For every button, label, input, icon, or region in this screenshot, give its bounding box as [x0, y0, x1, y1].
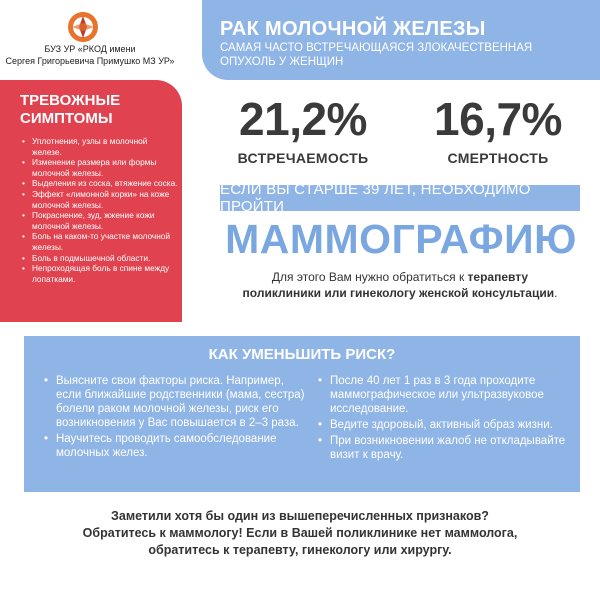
consult-line2-bold: поликлиники или гинекологу женской консультации — [242, 286, 555, 300]
stat-value: 21,2% — [239, 93, 367, 145]
age-banner-text: ЕСЛИ ВЫ СТАРШЕ 39 ЛЕТ, НЕОБХОДИМО ПРОЙТИ — [220, 181, 531, 215]
symptom-item: • Эффект «лимонной корки» на коже молочной железы. — [22, 189, 178, 210]
footer-line1: Заметили хотя бы один из вышеперечисленных признаков? — [111, 509, 489, 523]
risk-title: КАК УМЕНЬШИТЬ РИСК? — [208, 346, 396, 363]
symptom-item: • Выделения из соска, втяжение соска. — [22, 178, 178, 189]
stat-value: 16,7% — [434, 93, 562, 145]
consult-line1 — [220, 270, 580, 284]
age-banner — [220, 181, 580, 215]
risk-item: • При возникновении жалоб не откладывайте визит к врачу. — [318, 434, 570, 462]
risk-item: • Ведите здоровый, активный образ жизни. — [318, 418, 570, 432]
org-emblem-icon — [66, 10, 100, 44]
risk-panel — [24, 336, 580, 492]
consult-line1-bold: терапевту — [467, 270, 529, 284]
risk-item: • Выясните свои факторы риска. Например, если ближайшие родственники (мама, сестра) болели раком молочной железы, риск его возникновения у Вас повышается в 2–3 раза. — [44, 374, 308, 430]
risk-item: • После 40 лет 1 раз в 3 года проходите маммографическое или ультразвуковое исследование. — [318, 374, 570, 416]
risk-list-left — [44, 374, 308, 462]
org-block — [0, 0, 200, 80]
consult-line2-end: . — [554, 286, 558, 300]
symptom-item: • Изменение размера или формы молочной железы. — [22, 157, 178, 178]
stat-incidence — [228, 92, 378, 166]
symptom-item: • Боль в подмышечной области. — [22, 253, 178, 264]
footer-line2: Обратитесь к маммологу! Если в Вашей поликлинике нет маммолога, — [82, 526, 518, 540]
page-title: РАК МОЛОЧНОЙ ЖЕЛЕЗЫ — [220, 18, 486, 40]
org-name-line1: БУЗ УР «РКОД имени — [44, 44, 136, 54]
symptom-item: • Непроходящая боль в спине между лопатками. — [22, 263, 178, 284]
org-name-line2: Сергея Григорьевича Примушко МЗ УР» — [5, 56, 175, 66]
risk-list-right — [318, 374, 570, 464]
symptoms-title-line1: ТРЕВОЖНЫЕ — [20, 92, 121, 109]
symptoms-title-line2: СИМПТОМЫ — [20, 110, 113, 127]
symptoms-list — [22, 136, 178, 284]
risk-item: • Научитесь проводить самообследование молочных желез. — [44, 432, 308, 460]
consult-line1-text: Для этого Вам нужно обратиться к — [271, 270, 468, 284]
page-subtitle-line1: САМАЯ ЧАСТО ВСТРЕЧАЮЩАЯСЯ ЗЛОКАЧЕСТВЕННАЯ — [220, 42, 533, 54]
symptoms-panel — [0, 80, 182, 322]
symptom-item: • Покраснение, зуд, жжение кожи молочной железы. — [22, 210, 178, 231]
symptom-item: • Уплотнения, узлы в молочной железе. — [22, 136, 178, 157]
symptom-item: • Боль на каком-то участке молочной железы. — [22, 231, 178, 252]
footer-callout — [0, 508, 600, 559]
footer-line3: обратитесь к терапевту, гинекологу или хирургу. — [148, 543, 452, 557]
page-subtitle-line2: ОПУХОЛЬ У ЖЕНЩИН — [220, 56, 344, 68]
header-banner — [202, 0, 600, 80]
stat-mortality — [418, 92, 578, 166]
mammography-heading: МАММОГРАФИЮ — [225, 216, 577, 262]
consult-line2 — [220, 286, 580, 300]
stat-label: СМЕРТНОСТЬ — [447, 150, 549, 166]
stat-label: ВСТРЕЧАЕМОСТЬ — [237, 150, 369, 166]
